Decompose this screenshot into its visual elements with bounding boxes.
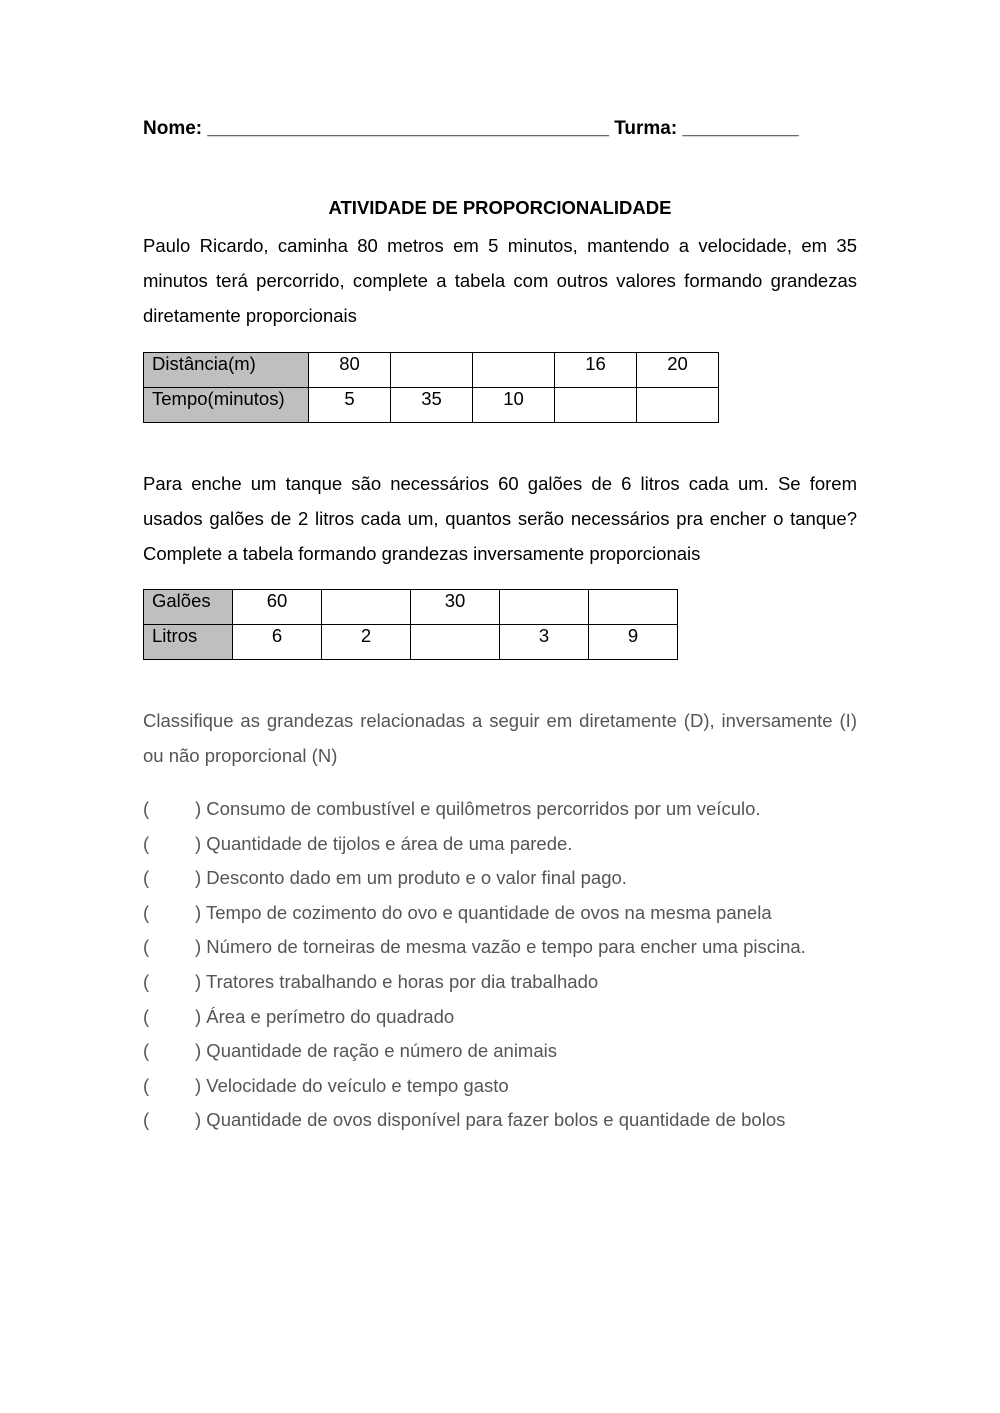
table-cell[interactable]: 80 (309, 353, 391, 388)
table-cell[interactable]: 30 (411, 590, 500, 625)
list-item-text: ) Quantidade de ração e número de animais (195, 1040, 557, 1062)
inverse-proportion-table (143, 589, 678, 660)
answer-blank[interactable]: ( (143, 798, 150, 819)
answer-blank[interactable]: ( (143, 901, 150, 923)
answer-blank[interactable]: ( (143, 832, 150, 854)
answer-blank[interactable]: ( (143, 970, 150, 992)
table-cell[interactable] (555, 388, 637, 423)
table-cell[interactable] (637, 388, 719, 423)
list-item-text: ) Quantidade de tijolos e área de uma parede. (195, 832, 573, 854)
answer-blank[interactable]: ( (143, 1074, 150, 1096)
answer-blank[interactable]: ( (143, 1040, 150, 1062)
problem-1-text: Paulo Ricardo, caminha 80 metros em 5 minutos, mantendo a velocidade, em 35 minutos terá percorrido, complete a tabela com outros valores formando grandezas diretamente proporcionais (143, 235, 857, 326)
answer-blank[interactable]: ( (143, 1005, 150, 1027)
table-cell[interactable]: 2 (322, 625, 411, 660)
list-item (143, 930, 857, 965)
answer-blank[interactable]: ( (143, 867, 150, 889)
list-item-text: ) Desconto dado em um produto e o valor final pago. (195, 867, 627, 889)
page-title: ATIVIDADE DE PROPORCIONALIDADE (328, 197, 672, 218)
list-item (143, 1000, 857, 1035)
list-item (143, 827, 857, 862)
list-item (143, 965, 857, 1000)
list-item-text: ) Velocidade do veículo e tempo gasto (195, 1074, 509, 1096)
row-label: Litros (144, 625, 233, 660)
list-item-text: ) Consumo de combustível e quilômetros percorridos por um veículo. (195, 798, 761, 819)
list-item (143, 861, 857, 896)
table-cell[interactable] (411, 625, 500, 660)
table-row-liters (144, 625, 678, 660)
table-cell[interactable]: 16 (555, 353, 637, 388)
problem-2-text: Para enche um tanque são necessários 60 galões de 6 litros cada um. Se forem usados galões de 2 litros cada um, quantos serão necessários pra encher o tanque? Complete a tabela formando grandezas inversamente proporcionais (143, 473, 857, 564)
list-item (143, 792, 857, 827)
list-item-text: ) Tratores trabalhando e horas por dia trabalhado (195, 970, 599, 992)
row-label: Galões (144, 590, 233, 625)
row-label: Distância(m) (144, 353, 309, 388)
table-cell[interactable]: 6 (233, 625, 322, 660)
table-cell[interactable]: 35 (391, 388, 473, 423)
table-cell[interactable] (322, 590, 411, 625)
table-row-distance (144, 353, 719, 388)
table-row-time (144, 388, 719, 423)
table-cell[interactable]: 60 (233, 590, 322, 625)
table-cell[interactable]: 5 (309, 388, 391, 423)
list-item (143, 1034, 857, 1069)
table-row-gallons (144, 590, 678, 625)
list-item-text: ) Área e perímetro do quadrado (195, 1005, 455, 1027)
table-cell[interactable] (500, 590, 589, 625)
table-cell[interactable] (391, 353, 473, 388)
list-item-text: ) Quantidade de ovos disponível para fazer bolos e quantidade de bolos (195, 1109, 786, 1131)
answer-blank[interactable]: ( (143, 936, 150, 958)
table-cell[interactable] (473, 353, 555, 388)
list-item-text: ) Tempo de cozimento do ovo e quantidade de ovos na mesma panela (195, 901, 772, 923)
table-cell[interactable]: 20 (637, 353, 719, 388)
row-label: Tempo(minutos) (144, 388, 309, 423)
table-cell[interactable] (589, 590, 678, 625)
direct-proportion-table (143, 352, 719, 423)
classification-list (143, 792, 857, 1138)
answer-blank[interactable]: ( (143, 1109, 150, 1131)
table-cell[interactable]: 9 (589, 625, 678, 660)
list-item (143, 1103, 857, 1138)
list-item (143, 896, 857, 931)
table-cell[interactable]: 3 (500, 625, 589, 660)
name-class-header: Nome: ______________________________________ Turma: ___________ (143, 118, 799, 139)
list-item (143, 1069, 857, 1104)
classification-instructions: Classifique as grandezas relacionadas a seguir em diretamente (D), inversamente (I) ou não proporcional (N) (143, 710, 857, 766)
list-item-text: ) Número de torneiras de mesma vazão e tempo para encher uma piscina. (195, 936, 806, 958)
table-cell[interactable]: 10 (473, 388, 555, 423)
